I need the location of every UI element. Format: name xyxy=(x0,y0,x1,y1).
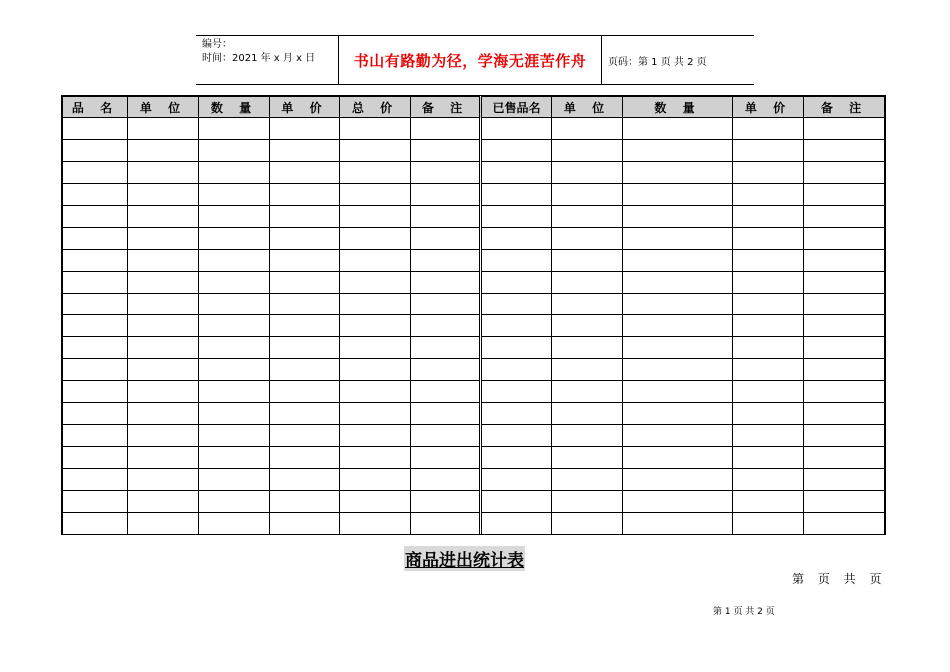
table-cell xyxy=(128,271,199,293)
table-cell xyxy=(340,205,411,227)
table-cell xyxy=(552,293,623,315)
col-header-sold-name: 已售品名 xyxy=(481,97,552,118)
table-cell xyxy=(63,359,128,381)
table-cell xyxy=(481,337,552,359)
table-cell xyxy=(411,315,481,337)
table-cell xyxy=(623,118,733,140)
table-cell xyxy=(63,293,128,315)
table-cell xyxy=(411,425,481,447)
col-header-price: 单 价 xyxy=(270,97,340,118)
table-cell xyxy=(804,425,885,447)
table-cell xyxy=(340,161,411,183)
table-cell xyxy=(552,403,623,425)
table-cell xyxy=(411,271,481,293)
table-cell xyxy=(411,205,481,227)
table-cell xyxy=(623,403,733,425)
table-cell xyxy=(481,315,552,337)
time-label: 时间：2021 年 x 月 x 日 xyxy=(202,53,316,64)
table-cell xyxy=(199,183,270,205)
col-header-unit: 单 位 xyxy=(128,97,199,118)
table-cell xyxy=(733,227,804,249)
table-row xyxy=(63,227,885,249)
table-cell xyxy=(411,161,481,183)
table-row xyxy=(63,249,885,271)
motto-text: 书山有路勤为径，学海无涯苦作舟 xyxy=(353,51,587,70)
table-cell xyxy=(804,205,885,227)
table-cell xyxy=(199,490,270,512)
serial-label: 编号： xyxy=(202,39,232,50)
table-row xyxy=(63,490,885,512)
table-cell xyxy=(481,139,552,161)
table-cell xyxy=(411,403,481,425)
table-cell xyxy=(481,161,552,183)
table-cell xyxy=(552,183,623,205)
table-cell xyxy=(63,227,128,249)
table-cell xyxy=(552,447,623,469)
table-cell xyxy=(552,161,623,183)
table-cell xyxy=(733,205,804,227)
table-row xyxy=(63,293,885,315)
table-cell xyxy=(623,381,733,403)
table-cell xyxy=(552,381,623,403)
table-cell xyxy=(63,425,128,447)
table-cell xyxy=(63,512,128,534)
table-cell xyxy=(199,249,270,271)
table-cell xyxy=(63,447,128,469)
table-cell xyxy=(481,249,552,271)
header-page-cell xyxy=(602,36,754,84)
table-cell xyxy=(804,403,885,425)
table-cell xyxy=(552,249,623,271)
table-cell xyxy=(411,249,481,271)
table-cell xyxy=(411,183,481,205)
table-cell xyxy=(270,425,340,447)
table-cell xyxy=(481,271,552,293)
table-row xyxy=(63,447,885,469)
table-cell xyxy=(199,403,270,425)
table-cell xyxy=(340,403,411,425)
table-cell xyxy=(270,183,340,205)
col-header-qty: 数 量 xyxy=(199,97,270,118)
table-cell xyxy=(270,490,340,512)
table-cell xyxy=(411,490,481,512)
page-info: 页码：第 1 页 共 2 页 xyxy=(608,56,707,68)
table-cell xyxy=(128,205,199,227)
table-cell xyxy=(804,447,885,469)
table-cell xyxy=(270,315,340,337)
table-cell xyxy=(552,205,623,227)
table-cell xyxy=(270,512,340,534)
table-cell xyxy=(804,359,885,381)
table-row xyxy=(63,403,885,425)
table-cell xyxy=(623,490,733,512)
table-cell xyxy=(481,381,552,403)
table-cell xyxy=(340,337,411,359)
table-cell xyxy=(270,403,340,425)
table-row xyxy=(63,205,885,227)
table-cell xyxy=(199,205,270,227)
col-header-sold-qty: 数 量 xyxy=(623,97,733,118)
table-cell xyxy=(63,315,128,337)
table-cell xyxy=(623,447,733,469)
table-cell xyxy=(63,381,128,403)
table-cell xyxy=(411,139,481,161)
header-left-cell xyxy=(196,36,339,84)
table-cell xyxy=(552,469,623,491)
table-cell xyxy=(623,271,733,293)
col-header-total: 总 价 xyxy=(340,97,411,118)
table-cell xyxy=(199,271,270,293)
table-cell xyxy=(411,381,481,403)
table-cell xyxy=(733,447,804,469)
table-cell xyxy=(63,403,128,425)
table-cell xyxy=(63,249,128,271)
table-cell xyxy=(804,139,885,161)
table-cell xyxy=(270,205,340,227)
table-cell xyxy=(623,469,733,491)
table-cell xyxy=(340,469,411,491)
table-cell xyxy=(552,118,623,140)
table-cell xyxy=(804,183,885,205)
table-cell xyxy=(411,118,481,140)
table-cell xyxy=(128,490,199,512)
table-cell xyxy=(411,469,481,491)
table-cell xyxy=(340,490,411,512)
table-cell xyxy=(552,512,623,534)
table-cell xyxy=(804,490,885,512)
table-cell xyxy=(270,139,340,161)
table-row xyxy=(63,271,885,293)
table-cell xyxy=(63,490,128,512)
table-cell xyxy=(128,447,199,469)
table-body xyxy=(63,118,885,535)
col-header-sold-price: 单 价 xyxy=(733,97,804,118)
table-cell xyxy=(270,337,340,359)
table-cell xyxy=(804,381,885,403)
table-cell xyxy=(804,315,885,337)
table-cell xyxy=(481,403,552,425)
col-header-sold-unit: 单 位 xyxy=(552,97,623,118)
table-cell xyxy=(199,161,270,183)
table-cell xyxy=(340,183,411,205)
table-cell xyxy=(804,512,885,534)
table-row xyxy=(63,161,885,183)
table-cell xyxy=(128,469,199,491)
table-cell xyxy=(623,183,733,205)
document-title: 商品进出统计表 xyxy=(404,546,525,571)
table-cell xyxy=(340,293,411,315)
table-cell xyxy=(733,469,804,491)
table-cell xyxy=(199,469,270,491)
table-cell xyxy=(199,315,270,337)
table-cell xyxy=(481,359,552,381)
table-cell xyxy=(804,161,885,183)
goods-table xyxy=(61,95,886,535)
table-cell xyxy=(199,293,270,315)
table-cell xyxy=(733,403,804,425)
table-cell xyxy=(63,161,128,183)
table-header-row xyxy=(63,97,885,118)
table-cell xyxy=(199,381,270,403)
table-cell xyxy=(804,293,885,315)
table-cell xyxy=(733,337,804,359)
table-cell xyxy=(481,490,552,512)
table-cell xyxy=(128,381,199,403)
table-cell xyxy=(340,447,411,469)
table-cell xyxy=(340,381,411,403)
table-cell xyxy=(804,227,885,249)
table-cell xyxy=(199,227,270,249)
table-cell xyxy=(340,271,411,293)
table-row xyxy=(63,337,885,359)
table-cell xyxy=(199,118,270,140)
table-cell xyxy=(481,425,552,447)
table-cell xyxy=(481,512,552,534)
table-cell xyxy=(733,359,804,381)
table-cell xyxy=(411,447,481,469)
table-cell xyxy=(199,447,270,469)
table-cell xyxy=(199,139,270,161)
table-row xyxy=(63,425,885,447)
table-cell xyxy=(804,271,885,293)
table-cell xyxy=(128,315,199,337)
table-cell xyxy=(340,249,411,271)
table-cell xyxy=(270,249,340,271)
table-cell xyxy=(733,118,804,140)
table-cell xyxy=(623,161,733,183)
table-cell xyxy=(63,205,128,227)
table-cell xyxy=(804,118,885,140)
table-cell xyxy=(128,139,199,161)
table-cell xyxy=(63,271,128,293)
table-cell xyxy=(128,403,199,425)
table-cell xyxy=(199,337,270,359)
table-cell xyxy=(411,293,481,315)
table-cell xyxy=(270,293,340,315)
table-cell xyxy=(481,469,552,491)
table-cell xyxy=(340,359,411,381)
table-cell xyxy=(340,315,411,337)
table-cell xyxy=(623,249,733,271)
table-row xyxy=(63,512,885,534)
table-cell xyxy=(63,183,128,205)
table-row xyxy=(63,381,885,403)
table-cell xyxy=(552,227,623,249)
table-cell xyxy=(270,359,340,381)
col-header-note: 备 注 xyxy=(411,97,481,118)
table-cell xyxy=(340,118,411,140)
table-cell xyxy=(733,425,804,447)
table-row xyxy=(63,359,885,381)
table-cell xyxy=(733,512,804,534)
table-cell xyxy=(733,271,804,293)
table-cell xyxy=(623,315,733,337)
table-row xyxy=(63,183,885,205)
table-cell xyxy=(270,161,340,183)
table-cell xyxy=(552,490,623,512)
header-motto-cell xyxy=(339,36,602,84)
table-cell xyxy=(481,293,552,315)
table-cell xyxy=(552,271,623,293)
table-cell xyxy=(270,227,340,249)
table-row xyxy=(63,139,885,161)
table-cell xyxy=(411,359,481,381)
table-cell xyxy=(623,205,733,227)
table-cell xyxy=(623,425,733,447)
table-cell xyxy=(128,512,199,534)
table-cell xyxy=(63,337,128,359)
header-bar xyxy=(196,35,754,85)
table-cell xyxy=(733,293,804,315)
table-cell xyxy=(552,425,623,447)
table-cell xyxy=(199,425,270,447)
col-header-name: 品 名 xyxy=(63,97,128,118)
table-cell xyxy=(340,227,411,249)
table-cell xyxy=(128,118,199,140)
table-cell xyxy=(623,512,733,534)
table-cell xyxy=(270,447,340,469)
table-cell xyxy=(733,183,804,205)
table-cell xyxy=(733,249,804,271)
table-cell xyxy=(733,139,804,161)
table-cell xyxy=(623,227,733,249)
table-cell xyxy=(128,227,199,249)
table-cell xyxy=(552,315,623,337)
table-cell xyxy=(804,249,885,271)
table-cell xyxy=(128,161,199,183)
table-cell xyxy=(270,381,340,403)
table-cell xyxy=(733,490,804,512)
table-cell xyxy=(552,139,623,161)
table-cell xyxy=(623,337,733,359)
table-cell xyxy=(128,337,199,359)
table-cell xyxy=(552,359,623,381)
table-cell xyxy=(552,337,623,359)
table-cell xyxy=(411,512,481,534)
table-cell xyxy=(623,359,733,381)
table-cell xyxy=(270,118,340,140)
table-cell xyxy=(481,205,552,227)
table-cell xyxy=(340,512,411,534)
table-cell xyxy=(481,447,552,469)
table-cell xyxy=(481,118,552,140)
table-row xyxy=(63,118,885,140)
table-cell xyxy=(733,161,804,183)
table-cell xyxy=(199,359,270,381)
table-cell xyxy=(199,512,270,534)
table-cell xyxy=(481,227,552,249)
table-cell xyxy=(128,425,199,447)
table-row xyxy=(63,315,885,337)
table-cell xyxy=(804,337,885,359)
table-cell xyxy=(128,183,199,205)
table-cell xyxy=(63,118,128,140)
table-row xyxy=(63,469,885,491)
table-cell xyxy=(128,359,199,381)
table-cell xyxy=(63,139,128,161)
table-cell xyxy=(411,227,481,249)
table-cell xyxy=(733,381,804,403)
table-cell xyxy=(623,293,733,315)
table-cell xyxy=(63,469,128,491)
footer-page-number: 第 1 页 共 2 页 xyxy=(713,607,775,617)
table-cell xyxy=(411,337,481,359)
table-cell xyxy=(804,469,885,491)
table-cell xyxy=(128,293,199,315)
table-cell xyxy=(128,249,199,271)
table-cell xyxy=(481,183,552,205)
table-cell xyxy=(623,139,733,161)
page-count-line: 第 页 共 页 xyxy=(792,572,882,586)
table-cell xyxy=(733,315,804,337)
table-cell xyxy=(340,139,411,161)
col-header-sold-note: 备 注 xyxy=(804,97,885,118)
table-cell xyxy=(270,469,340,491)
table-cell xyxy=(340,425,411,447)
table-cell xyxy=(270,271,340,293)
